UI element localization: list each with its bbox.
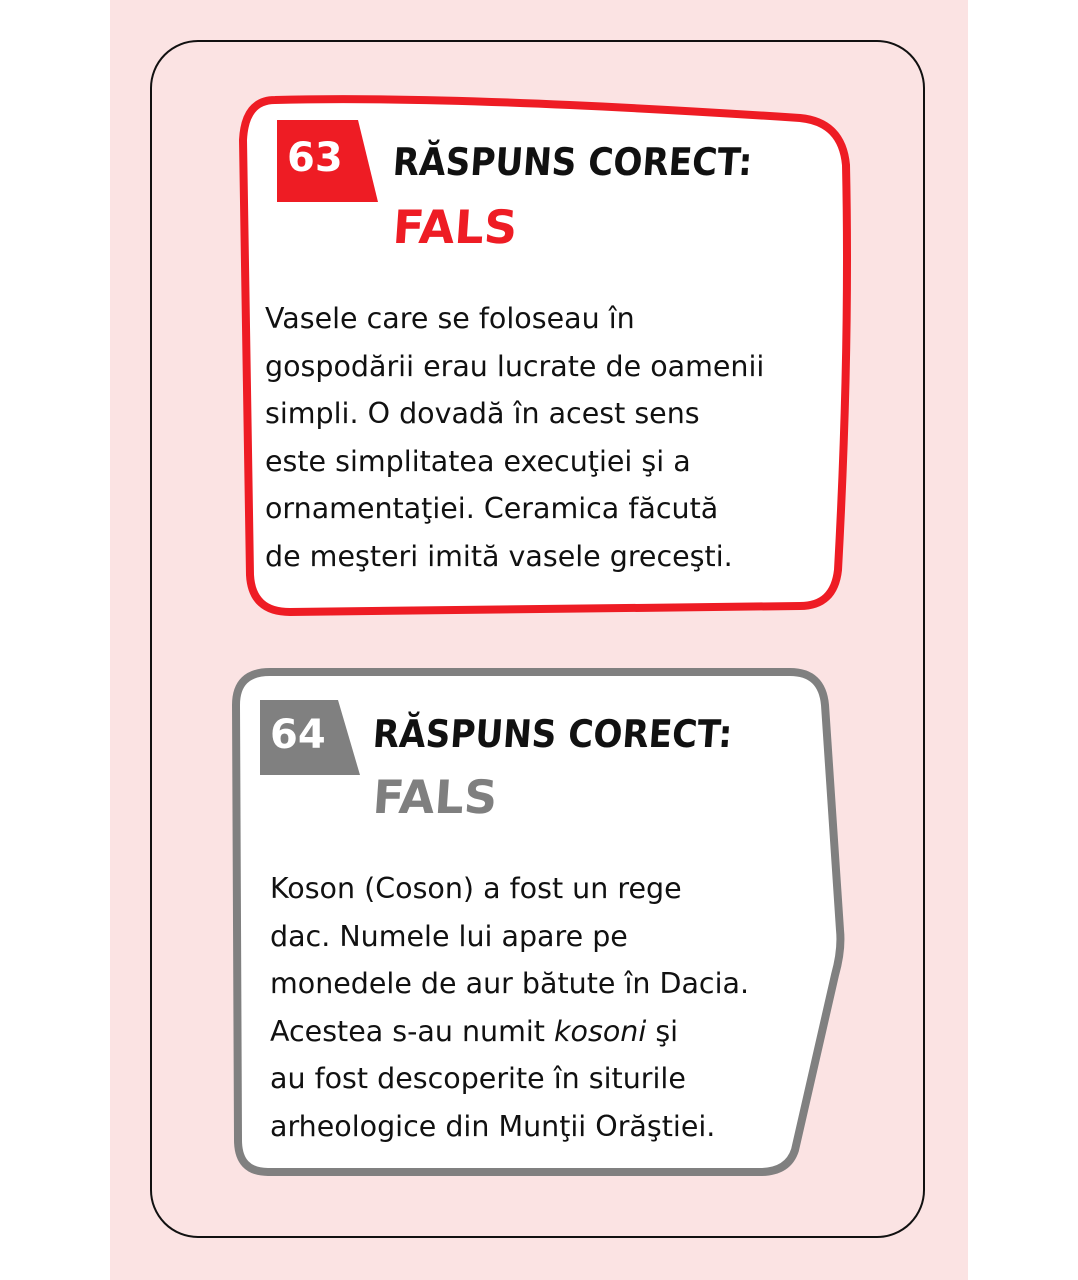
card-64-heading: RĂSPUNS CORECT: bbox=[371, 712, 734, 756]
card-64-answer: FALS bbox=[371, 770, 500, 824]
card-63-heading: RĂSPUNS CORECT: bbox=[391, 140, 754, 184]
text-line: Vasele care se foloseau în bbox=[265, 302, 635, 335]
text-segment: şi bbox=[646, 1014, 679, 1048]
text-line: arheologice din Munţii Orăştiei. bbox=[270, 1109, 716, 1143]
text-line: este simplitatea execuţiei şi a bbox=[265, 444, 691, 478]
card-63-number: 63 bbox=[287, 135, 343, 181]
text-line: simpli. O dovadă în acest sens bbox=[265, 397, 700, 430]
italic-term: kosoni bbox=[554, 1014, 647, 1048]
card-64-text bbox=[270, 865, 749, 1150]
text-line: dac. Numele lui apare pe bbox=[270, 919, 628, 953]
text-segment: Acestea s-au numit bbox=[270, 1014, 555, 1048]
card-64-number: 64 bbox=[270, 712, 326, 758]
text-line: Koson (Coson) a fost un rege bbox=[270, 872, 682, 905]
text-line bbox=[270, 1008, 749, 1056]
text-line: gospodării erau lucrate de oamenii bbox=[265, 349, 765, 383]
text-line: monedele de aur bătute în Dacia. bbox=[270, 967, 750, 1000]
card-63-text bbox=[265, 295, 764, 580]
text-line: de meşteri imită vasele greceşti. bbox=[265, 539, 733, 573]
card-63-answer: FALS bbox=[391, 200, 520, 254]
text-line: au fost descoperite în siturile bbox=[270, 1062, 686, 1095]
text-line: ornamentaţiei. Ceramica făcută bbox=[265, 492, 719, 525]
